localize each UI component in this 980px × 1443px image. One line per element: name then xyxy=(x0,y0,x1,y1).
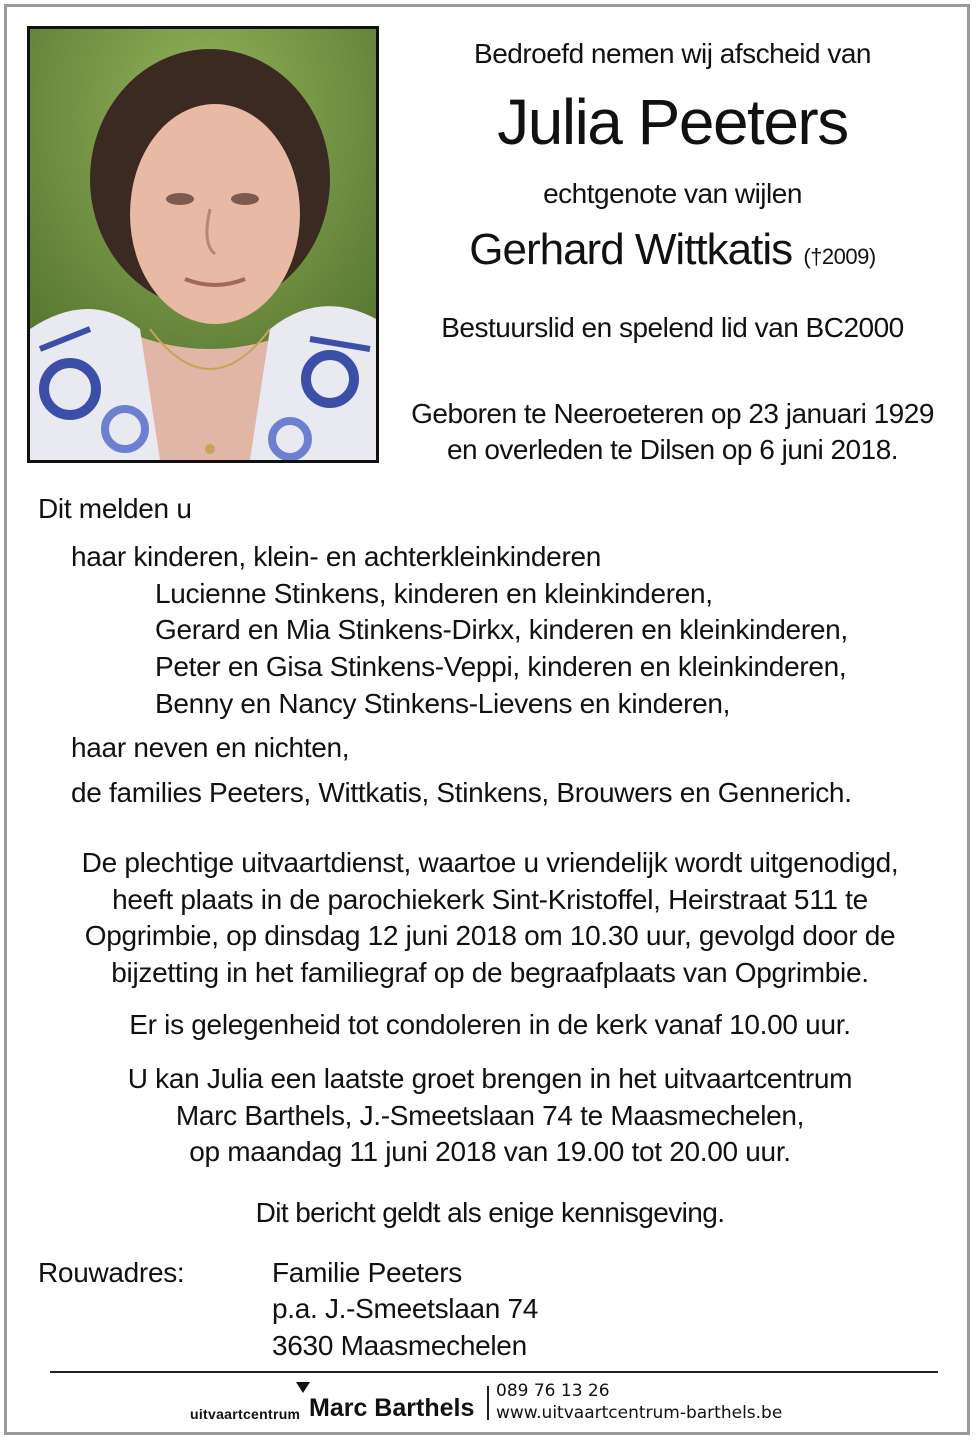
service-paragraph xyxy=(40,845,940,991)
born-line: Geboren te Neeroeteren op 23 januari 1929 xyxy=(411,398,934,429)
spouse-death-year: (†2009) xyxy=(803,244,876,269)
service-line: Opgrimbie, op dinsdag 12 juni 2018 om 10.30 uur, gevolgd door de xyxy=(84,920,896,951)
portrait-illustration xyxy=(30,29,376,460)
notice-line: Dit bericht geldt als enige kennisgeving. xyxy=(255,1197,725,1228)
birth-death-info xyxy=(400,396,945,468)
address-label: Rouwadres: xyxy=(38,1257,185,1288)
logo-name-wrap xyxy=(309,1394,474,1423)
family-intro: Dit melden u xyxy=(38,493,192,524)
address-line: p.a. J.-Smeetslaan 74 xyxy=(272,1293,539,1324)
died-line: en overleden te Dilsen op 6 juni 2018. xyxy=(446,434,899,465)
address-line: Familie Peeters xyxy=(272,1257,463,1288)
logo-name: Marc Barthels xyxy=(309,1394,475,1422)
nephews-line: haar neven en nichten, xyxy=(71,732,350,763)
service-line: bijzetting in het familiegraf op de begraafplaats van Opgrimbie. xyxy=(111,956,869,988)
service-line: De plechtige uitvaartdienst, waartoe u vriendelijk wordt uitgenodigd, xyxy=(81,847,899,878)
child-entry: Gerard en Mia Stinkens-Dirkx, kinderen en kleinkinderen, xyxy=(155,614,848,645)
spouse-name: Gerhard Wittkatis xyxy=(469,225,793,274)
spouse-intro: echtgenote van wijlen xyxy=(543,178,802,209)
condolences-line: Er is gelegenheid tot condoleren in de kerk vanaf 10.00 uur. xyxy=(129,1009,851,1040)
families-line: de families Peeters, Wittkatis, Stinkens, Brouwers en Gennerich. xyxy=(71,777,852,808)
logo-prefix: uitvaartcentrum xyxy=(190,1406,301,1422)
footer-separator xyxy=(487,1386,489,1420)
visit-paragraph xyxy=(40,1061,940,1171)
child-entry: Peter en Gisa Stinkens-Veppi, kinderen en kleinkinderen, xyxy=(155,651,847,682)
intro-line: Bedroefd nemen wij afscheid van xyxy=(474,38,871,69)
visit-line: op maandag 11 juni 2018 van 19.00 tot 20.00 uur. xyxy=(189,1136,791,1167)
spouse-line xyxy=(400,222,945,285)
website-link[interactable]: www.uitvaartcentrum-barthels.be xyxy=(496,1403,783,1423)
visit-line: U kan Julia een laatste groet brengen in het uitvaartcentrum xyxy=(127,1063,853,1094)
child-entry: Lucienne Stinkens, kinderen en kleinkinderen, xyxy=(155,578,713,609)
role-line: Bestuurslid en spelend lid van BC2000 xyxy=(441,312,904,343)
footer-divider xyxy=(50,1371,938,1373)
phone-number: 089 76 13 26 xyxy=(496,1381,610,1401)
portrait-photo xyxy=(27,26,379,463)
visit-line: Marc Barthels, J.-Smeetslaan 74 te Maasmechelen, xyxy=(175,1099,805,1131)
child-entry: Benny en Nancy Stinkens-Lievens en kinderen, xyxy=(155,688,731,719)
children-heading: haar kinderen, klein- en achterkleinkinderen xyxy=(71,541,602,572)
logo-triangle-icon xyxy=(296,1382,310,1393)
service-line: heeft plaats in de parochiekerk Sint-Kristoffel, Heirstraat 511 te xyxy=(112,883,868,915)
address-line: 3630 Maasmechelen xyxy=(272,1330,527,1361)
funeral-home-logo xyxy=(190,1406,300,1424)
deceased-name: Julia Peeters xyxy=(497,86,848,158)
